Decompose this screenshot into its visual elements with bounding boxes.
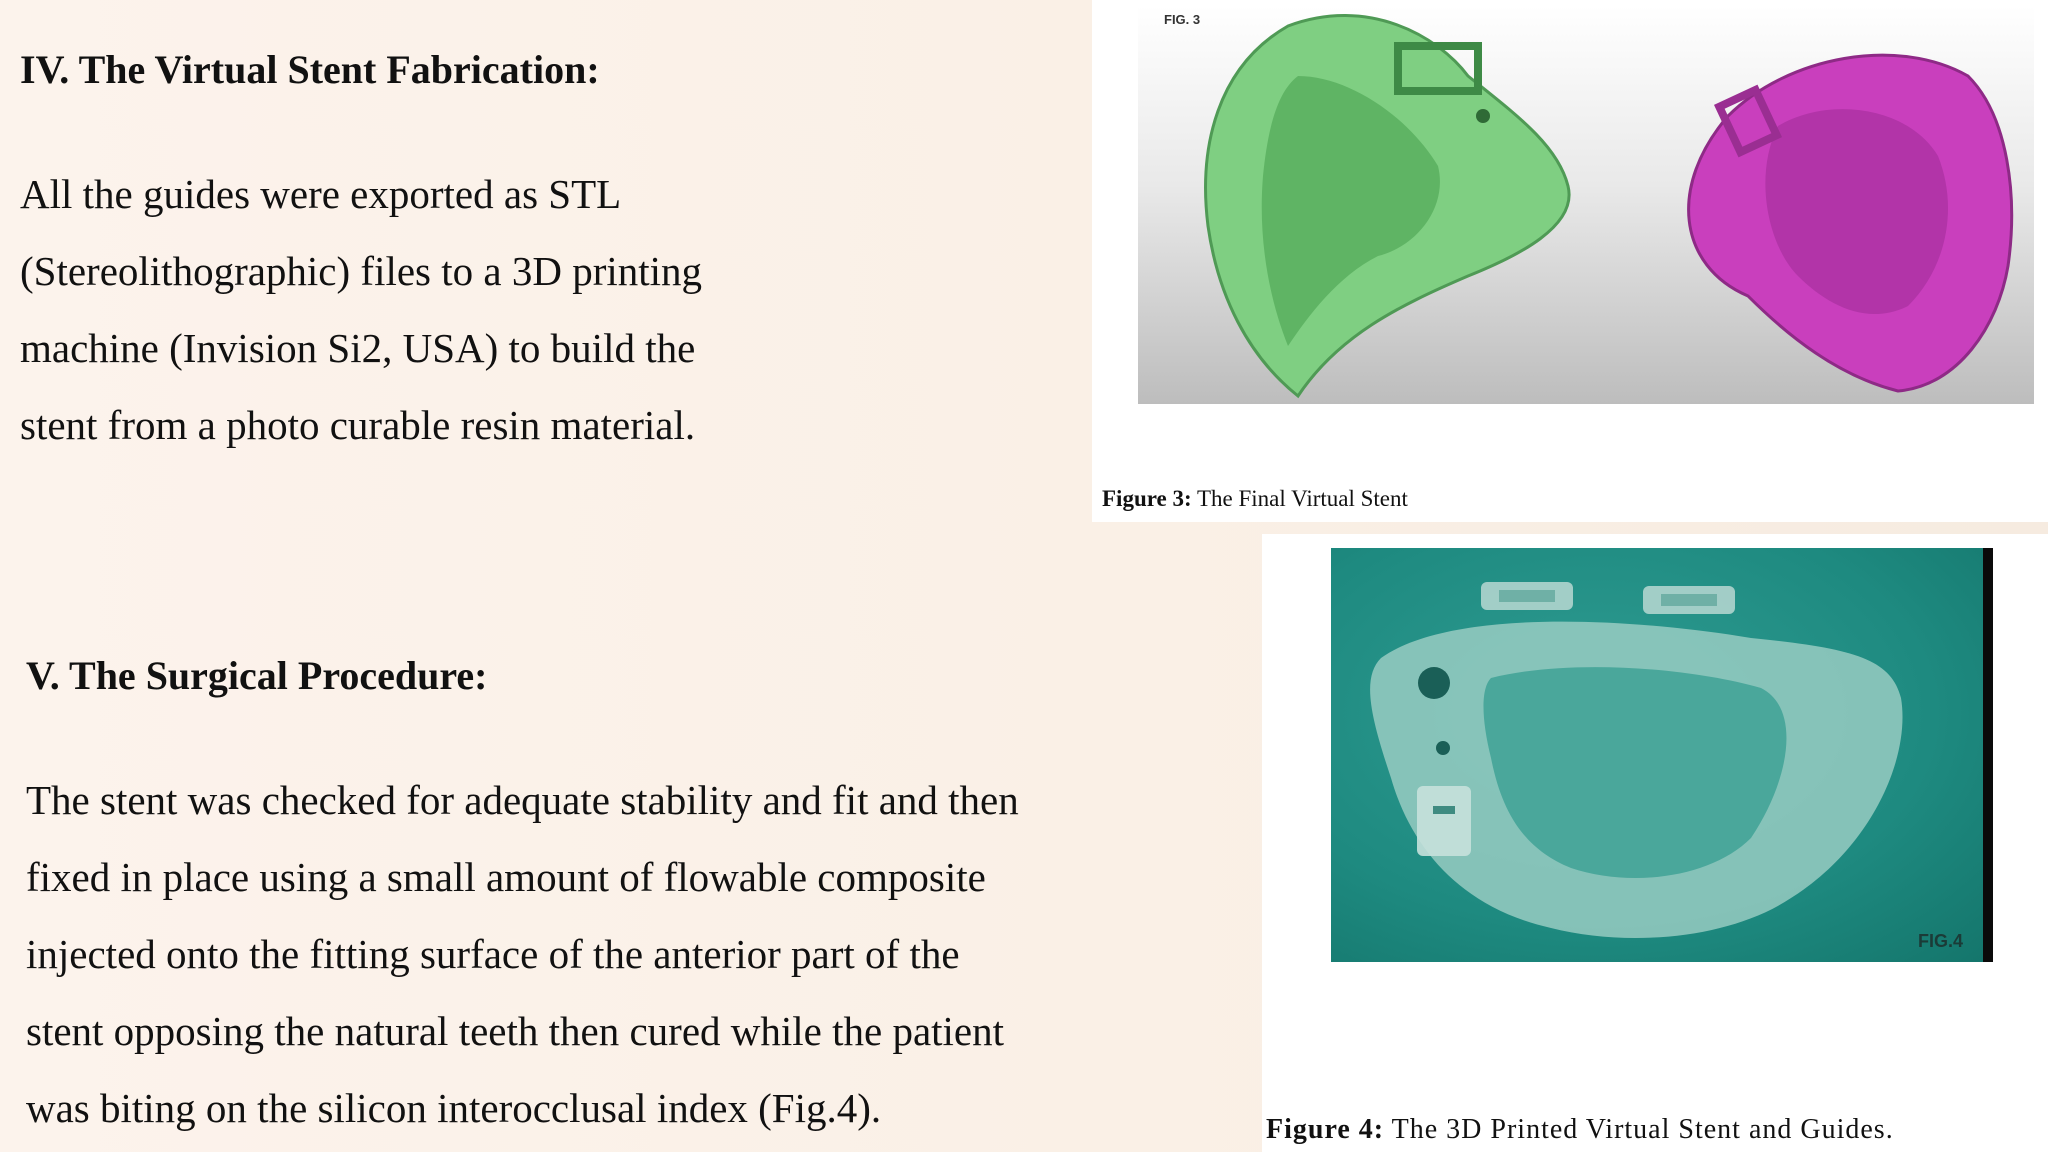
- figure-3-panel: [1092, 0, 2048, 522]
- paragraph-line: machine (Invision Si2, USA) to build the: [20, 325, 696, 371]
- paragraph-line: All the guides were exported as STL: [20, 171, 622, 217]
- figure-4-tag: FIG.4: [1917, 931, 1963, 951]
- printed-stent-guides-image: [1331, 548, 1993, 962]
- paragraph-line: stent opposing the natural teeth then cured while the patient: [26, 1008, 1005, 1054]
- photo-edge-border: [1983, 548, 1993, 962]
- paragraph-line: (Stereolithographic) files to a 3D printing: [20, 248, 703, 294]
- section-heading-surgical-procedure: V. The Surgical Procedure:: [26, 653, 488, 698]
- virtual-stent-models-image: [1138, 6, 2034, 404]
- figure-4-caption: [1266, 1114, 1894, 1146]
- figure-3-virtual-stent-render: [1138, 6, 2034, 404]
- figure-3-caption-label: Figure 3:: [1102, 486, 1192, 511]
- paragraph-surgical-procedure: [26, 762, 1106, 1147]
- paragraph-stent-fabrication: [20, 156, 780, 464]
- figure-4-panel: [1262, 534, 2048, 1152]
- paragraph-line: injected onto the fitting surface of the anterior part of the: [26, 931, 960, 977]
- figure-3-caption-text: The Final Virtual Stent: [1191, 486, 1408, 511]
- paragraph-line: The stent was checked for adequate stability and fit and then: [26, 777, 1019, 823]
- paragraph-line: stent from a photo curable resin material.: [20, 402, 696, 448]
- figure-3-tag: FIG. 3: [1164, 12, 1201, 27]
- section-heading-stent-fabrication: IV. The Virtual Stent Fabrication:: [20, 47, 600, 92]
- figure-3-caption: [1102, 486, 1408, 512]
- figure-4-caption-label: Figure 4:: [1266, 1114, 1385, 1145]
- paragraph-line: fixed in place using a small amount of flowable composite: [26, 854, 986, 900]
- figure-4-caption-text: The 3D Printed Virtual Stent and Guides.: [1384, 1114, 1894, 1145]
- figure-4-printed-stent-photo: [1331, 548, 1993, 962]
- paragraph-line: was biting on the silicon interocclusal index (Fig.4).: [26, 1085, 882, 1131]
